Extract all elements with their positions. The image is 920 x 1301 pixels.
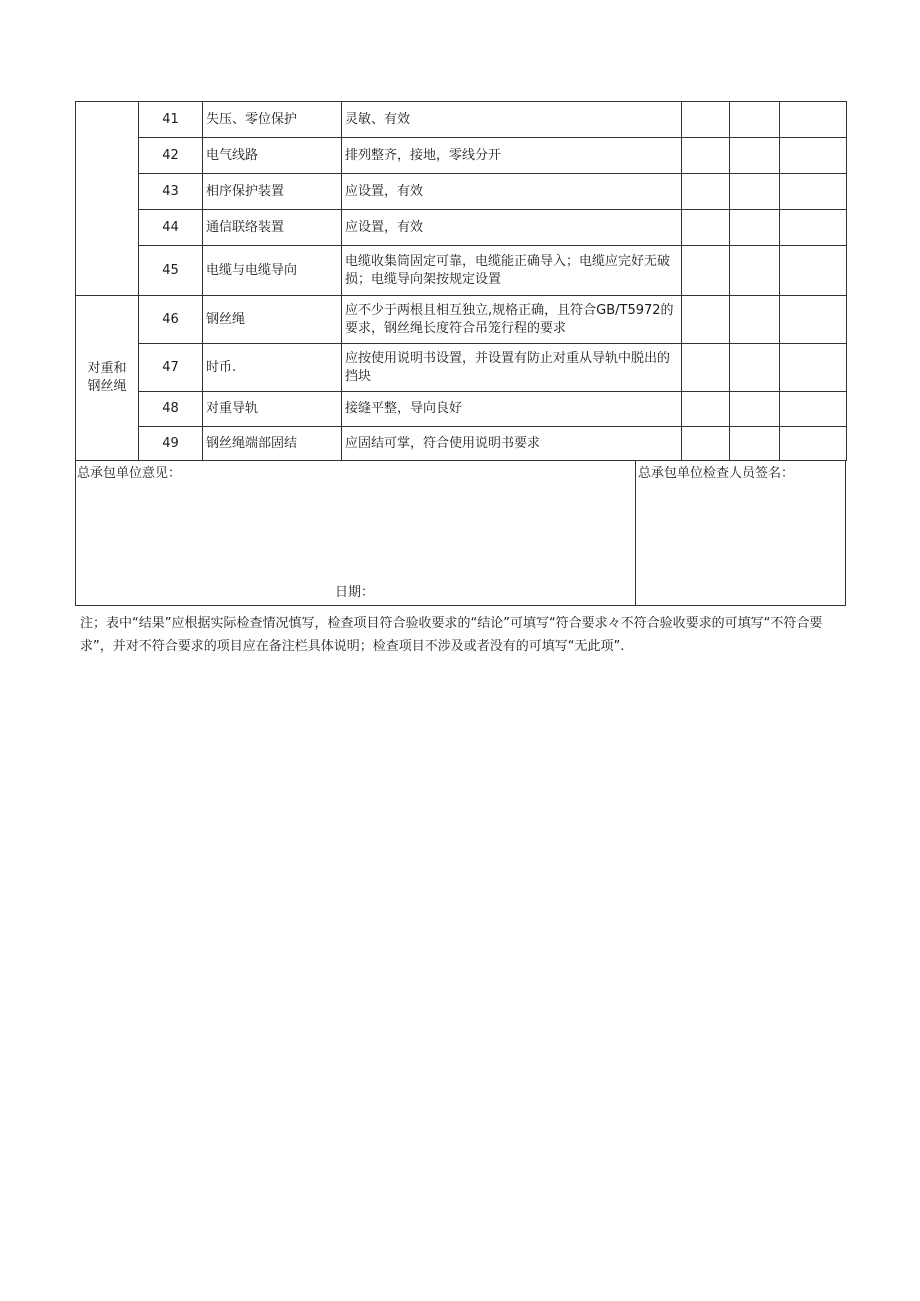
table-row <box>76 427 847 461</box>
requirement: 排列整齐，接地，零线分开 <box>342 138 682 174</box>
result-cell[interactable] <box>682 296 730 344</box>
result-cell[interactable] <box>682 210 730 246</box>
row-number: 47 <box>139 344 203 392</box>
requirement: 应不少于两根且相互独立,规格正确，且符合GB/T5972的要求，钢丝绳长度符合吊笼行程的要求 <box>342 296 682 344</box>
row-number: 42 <box>139 138 203 174</box>
remark-cell[interactable] <box>780 138 847 174</box>
result-cell[interactable] <box>682 138 730 174</box>
contractor-opinion-label: 总承包单位意见： <box>77 466 182 481</box>
result-cell[interactable] <box>682 102 730 138</box>
remark-cell[interactable] <box>780 392 847 427</box>
requirement: 应固结可掌，符合使用说明书要求 <box>342 427 682 461</box>
check-item: 钢丝绳 <box>203 296 342 344</box>
check-item: 相序保护装置 <box>203 174 342 210</box>
requirement: 电缆收集筒固定可靠，电缆能正确导入；电缆应完好无破损；电缆导向架按规定设置 <box>342 246 682 296</box>
remark-cell[interactable] <box>780 210 847 246</box>
conclusion-cell[interactable] <box>730 102 780 138</box>
remark-cell[interactable] <box>780 344 847 392</box>
result-cell[interactable] <box>682 344 730 392</box>
remark-cell[interactable] <box>780 102 847 138</box>
row-number: 44 <box>139 210 203 246</box>
table-row <box>76 210 847 246</box>
result-cell[interactable] <box>682 427 730 461</box>
result-cell[interactable] <box>682 246 730 296</box>
category-cell <box>76 296 139 461</box>
requirement: 灵敏、有效 <box>342 102 682 138</box>
inspection-table <box>75 101 846 606</box>
table-row <box>76 344 847 392</box>
check-item: 电气线路 <box>203 138 342 174</box>
row-number: 41 <box>139 102 203 138</box>
conclusion-cell[interactable] <box>730 392 780 427</box>
category-line-1: 对重和 <box>87 361 127 376</box>
remark-cell[interactable] <box>780 174 847 210</box>
requirement: 应设置，有效 <box>342 174 682 210</box>
table-row <box>76 102 847 138</box>
conclusion-cell[interactable] <box>730 174 780 210</box>
result-cell[interactable] <box>682 174 730 210</box>
requirement: 接缝平整，导向良好 <box>342 392 682 427</box>
footnote: 注；表中“结果”应根据实际检查情况慎写，检查项目符合验收要求的“结论”可填写“符合要求々不符合验收要求的可填写“不符合要求”，并对不符合要求的项目应在备注栏具体说明；检查项目不涉及或者没有的可填写“无此项”. <box>80 616 823 654</box>
table-row <box>76 392 847 427</box>
conclusion-cell[interactable] <box>730 138 780 174</box>
remark-cell[interactable] <box>780 246 847 296</box>
check-item: 失压、零位保护 <box>203 102 342 138</box>
remark-cell[interactable] <box>780 296 847 344</box>
row-number: 45 <box>139 246 203 296</box>
items-table <box>75 101 847 461</box>
remark-cell[interactable] <box>780 427 847 461</box>
check-item: 电缆与电缆导向 <box>203 246 342 296</box>
category-line-2: 钢丝绳 <box>87 379 127 394</box>
requirement: 应设置，有效 <box>342 210 682 246</box>
row-number: 43 <box>139 174 203 210</box>
requirement: 应按使用说明书设置，并设置有防止对重从导轨中脱出的挡块 <box>342 344 682 392</box>
check-item: 时币. <box>203 344 342 392</box>
category-cell-blank <box>76 102 139 296</box>
table-row <box>76 174 847 210</box>
inspector-signature-label: 总承包单位检查人员签名： <box>638 466 795 481</box>
row-number: 46 <box>139 296 203 344</box>
table-row <box>76 296 847 344</box>
check-item: 通信联络装置 <box>203 210 342 246</box>
conclusion-cell[interactable] <box>730 296 780 344</box>
result-cell[interactable] <box>682 392 730 427</box>
check-item: 钢丝绳端部固结 <box>203 427 342 461</box>
signoff-section <box>75 461 846 606</box>
row-number: 49 <box>139 427 203 461</box>
check-item: 对重导轨 <box>203 392 342 427</box>
conclusion-cell[interactable] <box>730 210 780 246</box>
conclusion-cell[interactable] <box>730 246 780 296</box>
table-row <box>76 138 847 174</box>
contractor-opinion-cell[interactable] <box>76 461 636 605</box>
date-label: 日期： <box>335 585 375 600</box>
table-row <box>76 246 847 296</box>
row-number: 48 <box>139 392 203 427</box>
conclusion-cell[interactable] <box>730 344 780 392</box>
conclusion-cell[interactable] <box>730 427 780 461</box>
